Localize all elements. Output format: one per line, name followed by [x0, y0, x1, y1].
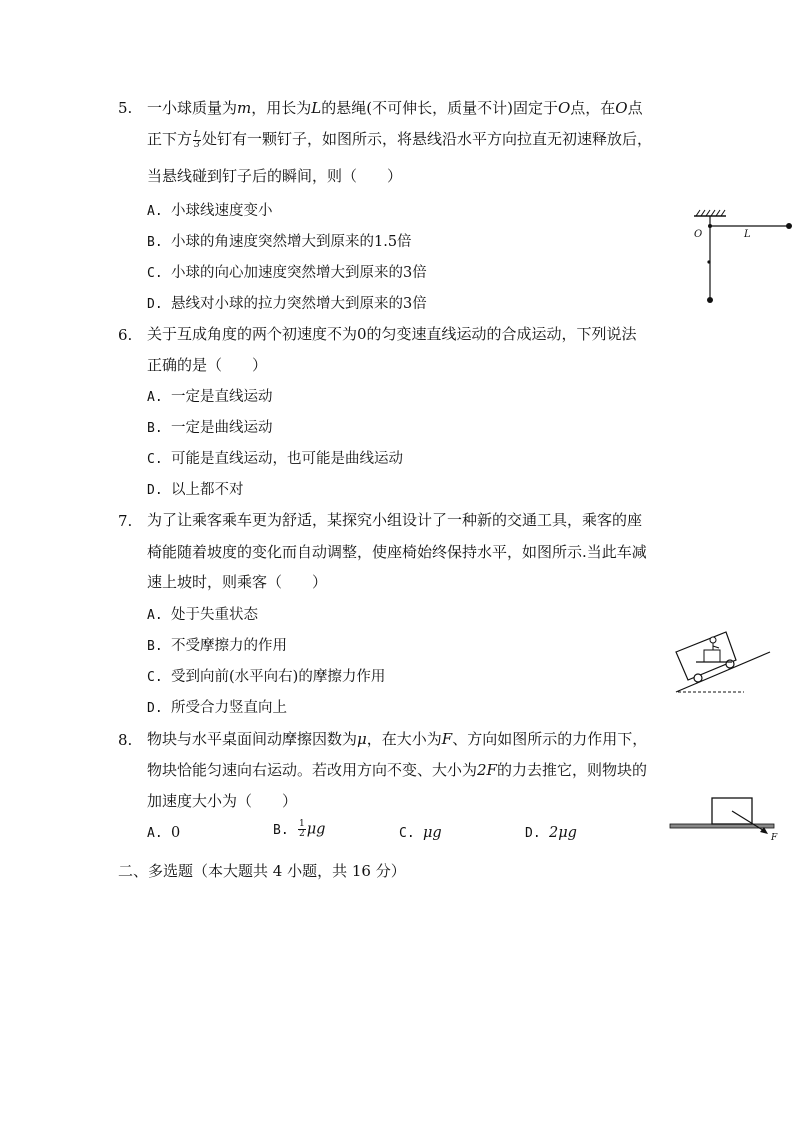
q5-option-c[interactable] [147, 261, 427, 282]
q7-option-d[interactable] [147, 696, 287, 717]
option-label: C. [147, 670, 163, 685]
q6-option-b[interactable] [147, 416, 273, 437]
q5-fraction-denominator: 3 [194, 139, 200, 150]
q5-mass-symbol: m [237, 99, 252, 117]
q5-pendulum-figure [686, 206, 794, 308]
label-O: O [694, 229, 703, 240]
option-text: 一定是直线运动 [171, 389, 273, 405]
q8-text: 物块与水平桌面间动摩擦因数为 [147, 730, 358, 748]
pivot-point [708, 224, 712, 228]
q5-text: 一小球质量为 [147, 99, 238, 117]
q8-mu-symbol: μ [357, 730, 367, 748]
option-label: C. [147, 452, 163, 467]
option-text: 所受合力竖直向上 [171, 700, 287, 716]
q5-option-a[interactable] [147, 199, 273, 220]
q6-number: 6. [118, 326, 133, 344]
q7-line-3: 速上坡时，则乘客（ ） [147, 573, 328, 591]
option-label: B. [147, 235, 163, 250]
option-label: B. [147, 421, 163, 436]
q8-line-2 [147, 759, 647, 780]
option-label: A. [147, 390, 163, 405]
q5-text: 正下方 [147, 130, 193, 148]
q5-fraction [193, 131, 201, 150]
option-label: D. [147, 483, 163, 498]
q6-line-2: 正确的是（ ） [147, 356, 268, 374]
q8-line-3: 加速度大小为（ ） [147, 792, 298, 810]
q8-option-c[interactable] [399, 825, 442, 841]
option-text: 小球的角速度突然增大到原来的1.5倍 [171, 234, 412, 250]
section-2-header: 二、多选题（本大题共 4 小题，共 16 分） [118, 862, 406, 880]
q8-text: ，在大小为 [366, 730, 442, 748]
q7-slope-car-figure [670, 622, 774, 696]
option-text: 可能是直线运动，也可能是曲线运动 [171, 451, 403, 467]
option-label: A. [147, 204, 163, 219]
q5-text: ，用长为 [251, 99, 312, 117]
q7-number: 7. [118, 512, 133, 530]
q6-option-a[interactable] [147, 385, 273, 406]
q8-option-b[interactable] [273, 820, 325, 839]
q5-option-b[interactable] [147, 230, 412, 251]
q5-line-3: 当悬线碰到钉子后的瞬间，则（ ） [147, 167, 403, 185]
q5-line-2 [147, 128, 652, 150]
q5-text: 处钉有一颗钉子，如图所示，将悬线沿水平方向拉直无初速释放后， [202, 130, 653, 148]
option-text: 0 [171, 825, 181, 841]
option-label: B. [147, 639, 163, 654]
ceiling-hatch [694, 210, 726, 216]
option-text: 悬线对小球的拉力突然增大到原来的3倍 [171, 296, 427, 312]
option-text: 以上都不对 [171, 482, 244, 498]
fraction-numerator: 1 [299, 819, 305, 829]
q8-text: 、方向如图所示的力作用下， [452, 730, 648, 748]
q7-line-1: 为了让乘客乘车更为舒适，某探究小组设计了一种新的交通工具，乘客的座 [147, 511, 643, 529]
q6-option-d[interactable] [147, 478, 244, 499]
q7-option-b[interactable] [147, 634, 287, 655]
option-fraction [298, 820, 306, 839]
option-text: 处于失重状态 [171, 607, 258, 623]
ball-bottom [707, 297, 713, 303]
force-label: F [771, 833, 778, 843]
option-text: 受到向前(水平向右)的摩擦力作用 [171, 669, 386, 685]
q8-block-force-figure [668, 794, 786, 844]
q7-line-2: 椅能随着坡度的变化而自动调整，使座椅始终保持水平，如图所示.当此车减 [147, 543, 647, 561]
q5-point-symbol: O [615, 99, 628, 117]
q5-point-symbol: O [557, 99, 571, 117]
q7-option-c[interactable] [147, 665, 385, 686]
fraction-denominator: 2 [299, 829, 305, 839]
option-label: C. [399, 826, 415, 841]
option-label: D. [147, 297, 163, 312]
q5-text: 的悬绳(不可伸长，质量不计)固定于 [321, 99, 558, 117]
q8-option-a[interactable] [147, 825, 180, 841]
option-label: C. [147, 266, 163, 281]
option-text: 不受摩擦力的作用 [171, 638, 287, 654]
q5-number: 5. [118, 99, 133, 117]
option-label: B. [273, 822, 289, 838]
q8-text: 的力去推它，则物块的 [496, 761, 647, 779]
q8-force-symbol: F [441, 730, 453, 748]
q5-length-symbol: L [311, 99, 322, 117]
q7-option-a[interactable] [147, 603, 258, 624]
label-L: L [744, 229, 751, 240]
option-label: D. [525, 826, 541, 841]
q5-line-1 [147, 97, 643, 118]
q8-text: 物块恰能匀速向右运动。若改用方向不变、大小为 [147, 761, 478, 779]
option-text: μg [306, 821, 326, 838]
q5-text: 点 [627, 99, 643, 117]
option-label: D. [147, 701, 163, 716]
q8-option-d[interactable] [525, 825, 577, 841]
option-text: 一定是曲线运动 [171, 420, 273, 436]
q5-text: 点，在 [570, 99, 616, 117]
option-text: μg [423, 825, 442, 841]
nail-point [707, 260, 710, 263]
q5-option-d[interactable] [147, 292, 427, 313]
q6-option-c[interactable] [147, 447, 403, 468]
q8-number: 8. [118, 731, 133, 749]
option-text: 小球线速度变小 [171, 203, 273, 219]
option-text: 小球的向心加速度突然增大到原来的3倍 [171, 265, 427, 281]
option-text: 2μg [549, 825, 577, 841]
q5-fraction-numerator: L [194, 129, 200, 140]
option-label: A. [147, 826, 163, 841]
q8-line-1 [147, 728, 647, 749]
ball-horizontal [786, 223, 792, 229]
q8-force-symbol: 2F [477, 761, 497, 779]
q6-line-1: 关于互成角度的两个初速度不为0的匀变速直线运动的合成运动，下列说法 [147, 325, 637, 343]
option-label: A. [147, 608, 163, 623]
